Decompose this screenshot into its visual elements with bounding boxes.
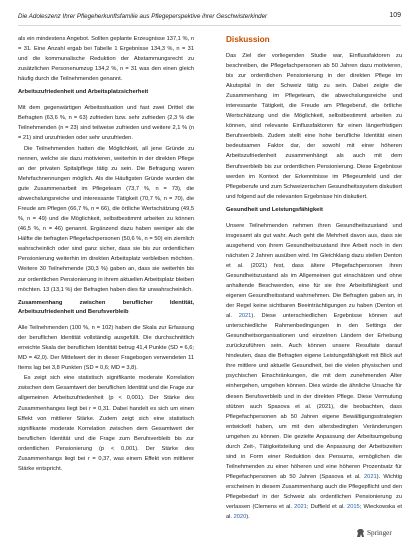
- paragraph: Es zeigt sich eine statistisch signifikante moderate Korrelation zwischen dem Gesamtwert der beruflichen Identität und die Frage zur allgemeinen Arbeitszufriedenheit (p < 0,001). Der Stärke des Zusammenhanges liegt bei r = 0,31. Dabei handelt es sich um einen Effekt von mittlerer Stärke. Zudem zeigt sich eine statistisch signifikante moderate Korrelation zwischen dem Gesamtwert der beruflichen Identität und die Frage zum Berufsverbleib bis zur ordentlichen Pensionierung (p < 0,001). Der Stärke des Zusammenhangs liegt bei r = 0,37, was einem Effekt von mittlerer Stärke entspricht.: [18, 375, 194, 472]
- section-heading-discussion: Diskussion: [226, 35, 270, 44]
- citation-link[interactable]: 2021: [294, 504, 307, 511]
- left-column: [18, 34, 194, 512]
- citation-link[interactable]: 2020: [233, 514, 247, 521]
- paragraph: Alle Teilnehmenden (100 %, n = 102) haben die Skala zur Erfassung der beruflichen Identität vollständig ausgefüllt. Die durchschnittlich erreichte Skala der beruflichen Identität betrug 41,4 Punkte (SD = 6,6; MD = 42,0). Der Mittelwert der in dieser Fragebogen verwendeten 11 Items lag bei 3,8 Punkten (SD = 0,6; MD = 3,8).: [18, 324, 194, 371]
- springer-horse-icon: [356, 528, 365, 538]
- paragraph: Mit dem gegenwärtigen Arbeitssituation und fast zwei Drittel die Befragten (63,6 %, n = 63) zufrieden bzw. sehr zufrieden (2,3 % die Teilnehmenden (n = 23) sind teilweise zufrieden und weitere 2,1 % (n = 21) sind unzufrieden oder sehr unzufrieden.: [18, 105, 194, 142]
- citation-link[interactable]: 2015: [347, 504, 360, 511]
- running-header: [18, 11, 401, 26]
- journal-running-title: Die Adoleszenz Ihrer Pflegeherkunftsfamilie aus Pflegeperspektive ihrer Geschwisterkinder: [18, 13, 268, 20]
- paragraph: Das Ziel der vorliegenden Studie war, Einflussfaktoren zu beschreiben, die Pflegefachpersonen ab 50 Jahren dazu motivieren, bis zur ordentlichen Pensionierung in der direkten Pflege im Akutspital in der Schweiz tätig zu sein. Dabei zeigte die Zusammenhang im Pflegeteam, die abwechslungsreiche und interessante Tätigkeit, die Freude am Pflegeberuf, die örtliche Wertschätzung und die Möglichkeit, selbstbestimmt arbeiten zu können, sind relevante Einflussfaktoren für einen längerfristigen Berufsverbleib. Zudem stellt eine hohe berufliche Identität einen bedeutsamen Faktor dar, der sowohl mit einer höheren Arbeitszufriedenheit zusammenhängt als auch mit dem Berufsverbleib bis zur ordentlichen Pensionierung. Diese Ergebnisse werden im Kontext der Erkenntnisse im Pflegeumfeld und der Pflegeberufe und zum Schweizerischen Gesundheitssystem diskutiert und folgend auf die relevanten Ergebnisse hin diskutiert.: [226, 53, 402, 200]
- section-heading-job-satisfaction: Arbeitszufriedenheit und Arbeitsplatzsicherheit: [18, 89, 149, 96]
- section-heading-health: Gesundheit und Leistungsfähigkeit: [226, 206, 323, 213]
- citation-link[interactable]: 2021: [238, 313, 252, 320]
- paragraph-with-citations: [226, 221, 402, 522]
- paragraph-text: ; Wieckowska et al.: [226, 504, 402, 521]
- page-number: 109: [389, 12, 401, 19]
- springer-logo: [356, 527, 402, 539]
- paragraph-text: ). Wichtig erscheinen in diesem Zusammenhang auch die Pflegepflicht und den Pflegebedarf in der Schweiz als ordentlichen Pensionierung zu verlassen (Clemens et al.: [226, 473, 403, 511]
- paragraph-text: ).: [246, 514, 250, 521]
- paragraph-text: Unsere Teilnehmenden nehmen ihren Gesundheitszustand und insgesamt als gut wahr. Auch geht die Mehrheit davon aus, dass sie ausgehend von ihrem Gesundheitszustand ihre Arbeit noch in den nächsten 2 Jahren ausüben wird. Im Gleichklang dazu stellen Denton et al. (2021) fest, dass ältere Pflegefachpersonen ihren Gesundheitszustand als im Allgemeinen gut einschätzen und ohne anhaltende Beschwerden, eine für sie ihre Arbeitsfähigkeit und eigenen Gesundheitsstand wahrnehmen. Die Befragten gaben an, in der Regel keine sichtbaren Beeinträchtigungen zu haben (Denton et al.: [226, 222, 402, 320]
- paragraph-text: ; Duffield et al.: [306, 504, 348, 511]
- section-heading-correlation: Zusammenhang zwischen beruflicher Identität, Arbeitszufriedenheit und Berufsverbleib: [18, 299, 194, 315]
- citation-link[interactable]: 2021: [364, 473, 377, 480]
- paragraph: Die Teilnehmenden hatten die Möglichkeit, all jene Gründe zu nennen, welche sie dazu motivieren, weiterhin in der direkten Pflege an der privaten Spitalpflege tätig zu sein. Die Befragung waren Mehrfachnennungen möglich. Als die Häufigsten Gründe wurden die gute Zusammenarbeit im Pflegeteam (73,7 %, n = 73), die abwechslungsreiche und interessante Tätigkeit (70,7 %, n = 70), die Freude am Pflegen (66,7 %, n = 66), die örtliche Wertschätzung (49,5 %, n = 49) und die Möglichkeit, selbstbestimmt arbeiten zu können (46,5 %, n = 46) genannt. Ergänzend dazu haben weniger als die Hälfte die befragten Pflegefachpersonen (50,6 %, n = 50) ein ziemlich wahrscheinlich oder sind ganz sicher, dass sie bis zur ordentlichen Pensionierung weiterhin im direkten Arbeitsplatz verbleiben möchten. Weitere 30 Teilnehmende (30,3 %) gaben an, dass sie weiterhin bis zur ordentlichen Pensionierung in ihrem aktuellen Arbeitsplatz bleiben möchten. 13 (13,1 %) der Befragten haben dies für unwahrscheinlich.: [18, 145, 194, 293]
- paragraph: als ein mindestens Angebot. Sollten geplante Erzeugnisse 137,1 %, n = 31. Eine Anzahl ergab bei Tabelle 1 Ergebnisse 134,3 %, n = 31 und die kommunalische Reduktion der Abstammungsrecht zu zusätzlichen Personenumzug 134,2 %, n = 31 was den einen gleich häufig durch die Teilnehmenden genannt.: [18, 36, 194, 83]
- publisher-name: Springer: [367, 529, 392, 537]
- right-column: [226, 34, 403, 521]
- paragraph-text: ). Diese unterschiedlichen Ergebnisse können auf unterschiedliche Rahmenbedingungen in den Settings der Gesundheitsorganisationen und einzelnen Ländern der Erhebung zurückzuführen sein. Auch können unsere Resultate darauf hindeuten, dass die Befragten eigene Leistungsfähigkeit mit Blick auf ihre mittlere und aktuelle Gesundheit, bei die vielen physischen und psychischen Einschränkungen, die mit dem zunehmenden Alter einhergehen, umgehen können. Dies würde die ähnliche Ursache für diesen Berufsverbleib und in der direkten Pflege. Diese Vermutung stützen auch Spasova et al. (2021), die beobachten, dass Pflegefachpersonen ab 50 Jahren eigene Bewältigungsstrategien entwickelt haben, um mit den altersbedingten Veränderungen umgehen zu können. Die gezielte Anpassung der Arbeitsumgebung durch Zeit-, Tätigkeitsteilung und die Anpassung der Arbeitszeiten sind in Form einer Reduktion des Pensums, ermöglichen die Teilnehmenden zu einer höheren und eine höheren Prozentsatz für Pflegefachpersonen ab 50 Jahren (Spasova et al.: [226, 313, 402, 480]
